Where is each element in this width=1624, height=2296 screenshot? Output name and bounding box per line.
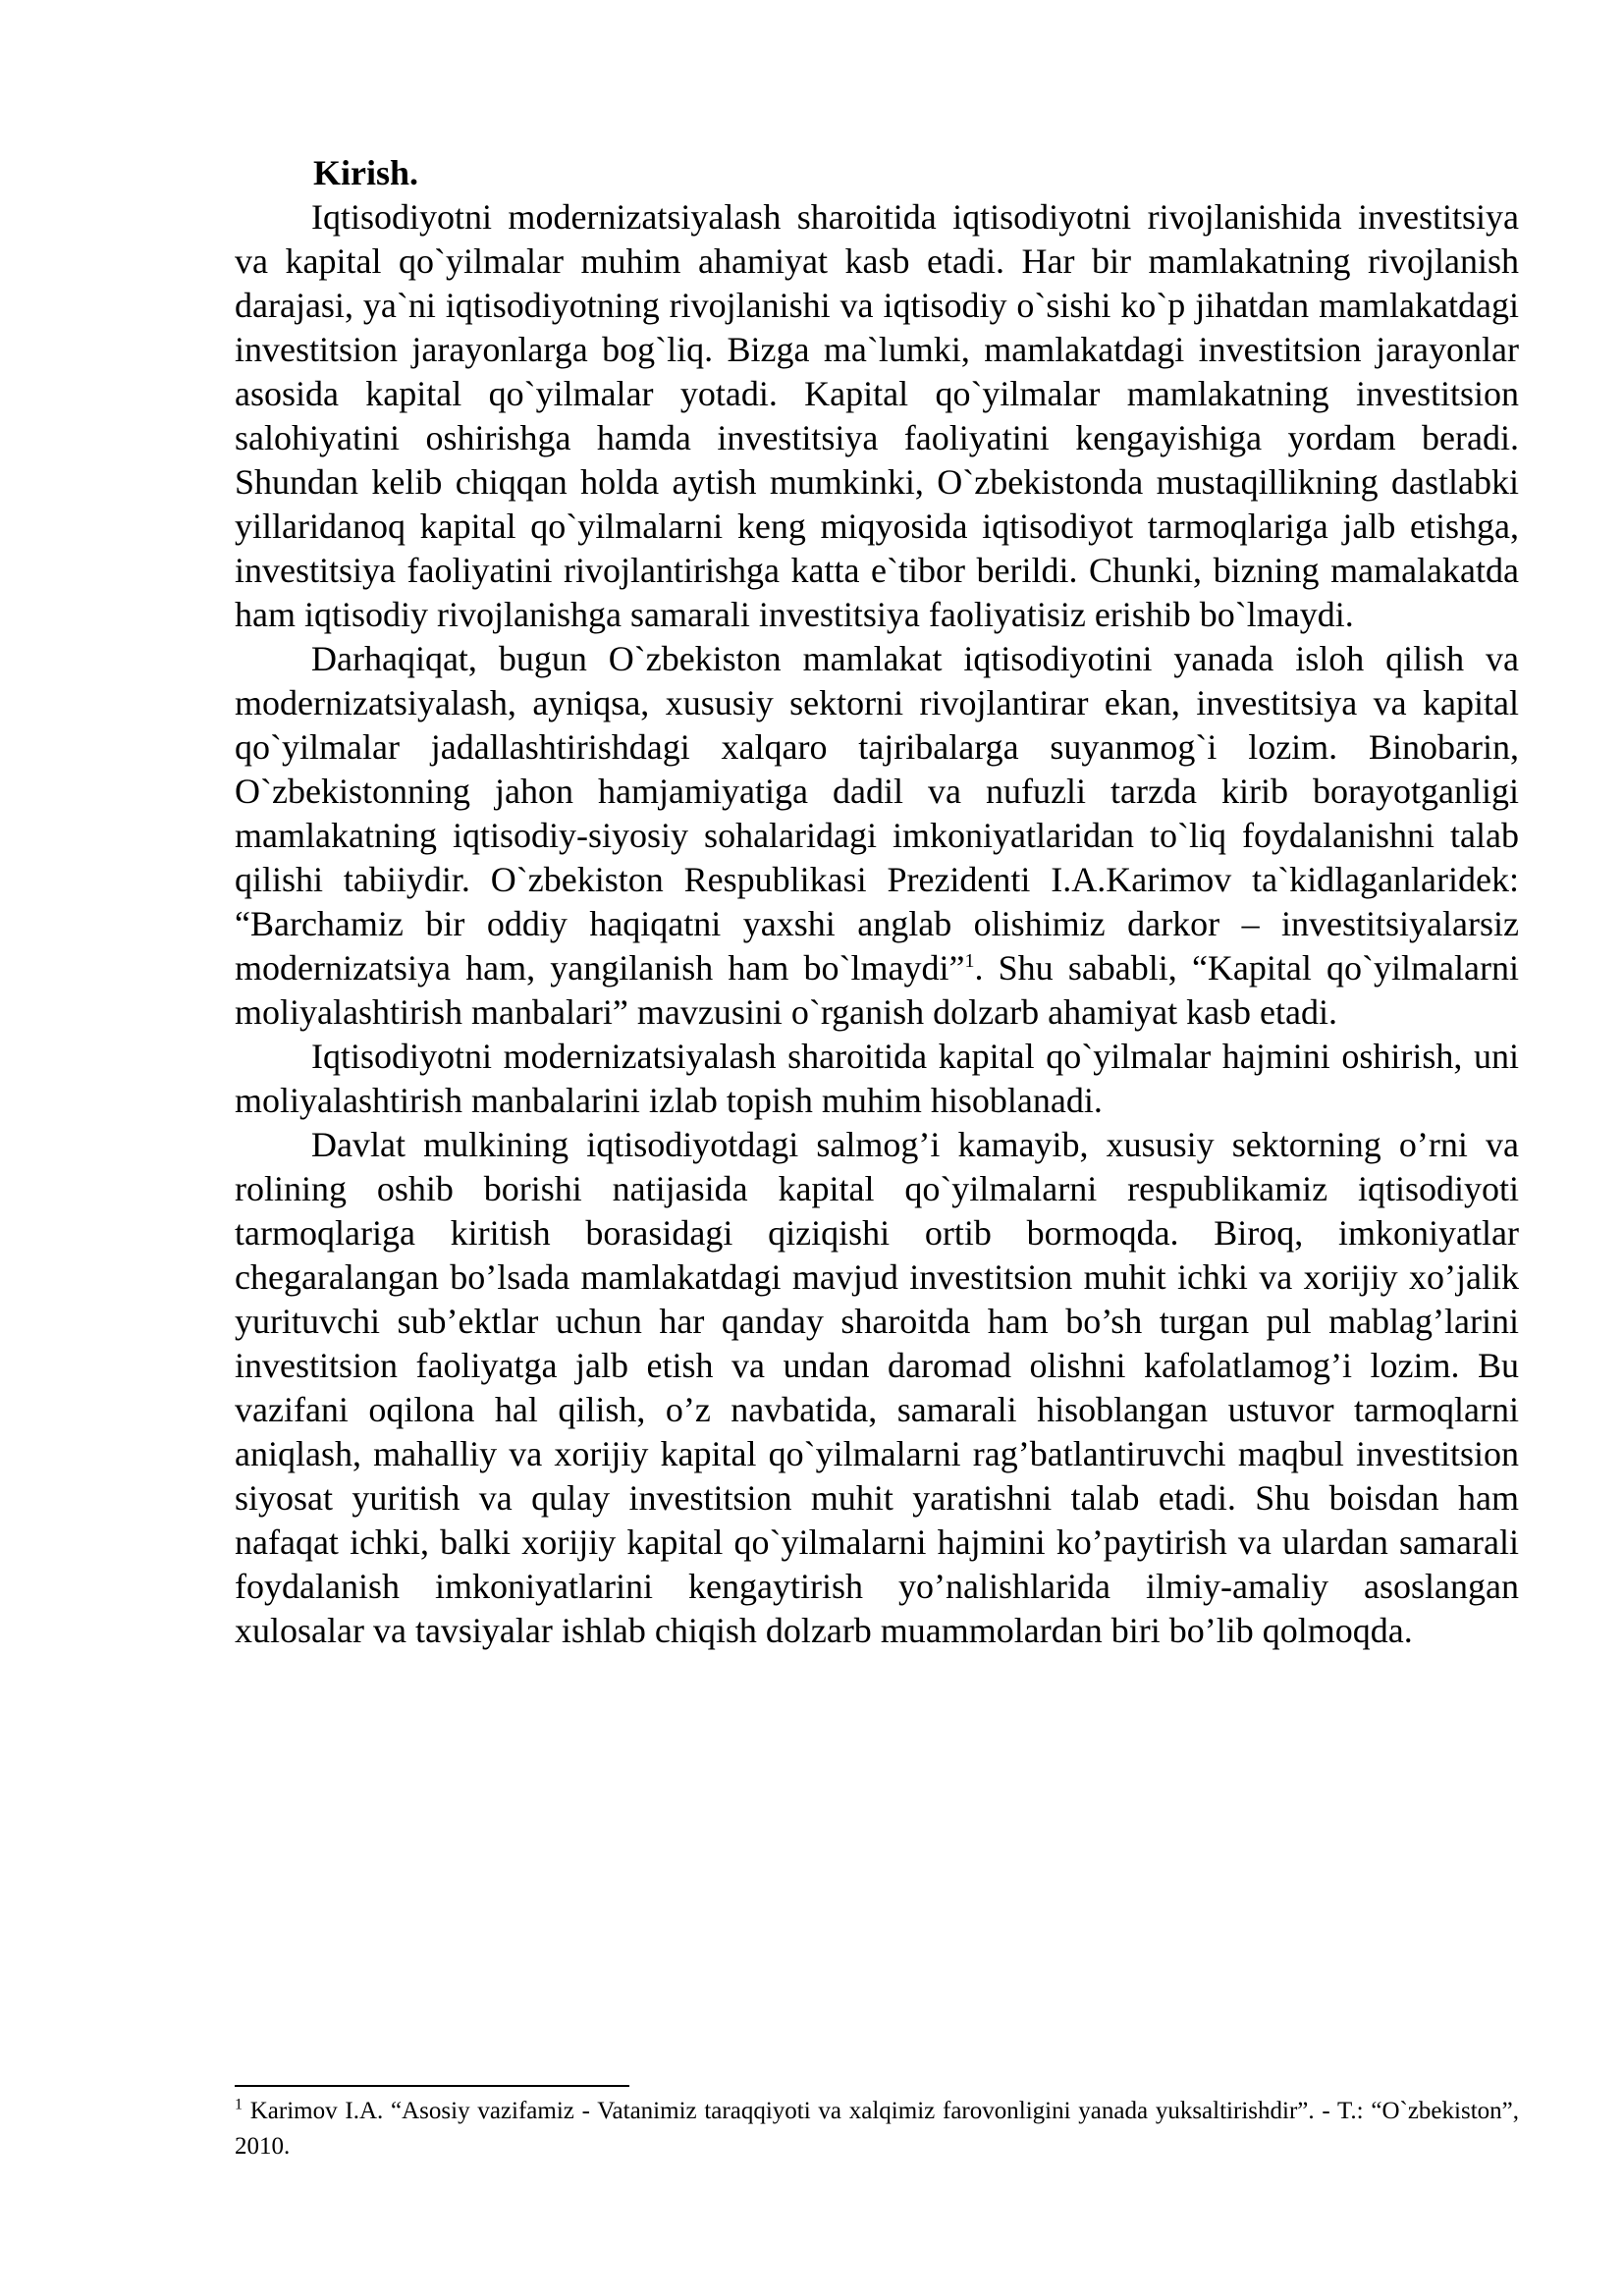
paragraph-private-sector: Davlat mulkining iqtisodiyotdagi salmog’i kamayib, xususiy sektorning o’rni va rolining oshib borishi natijasida kapital qo`yilmalarni respublikamiz iqtisodiyoti tarmoqlariga kiritish borasidagi qiziqishi ortib bormoqda. Biroq, imkoniyatlar chegaralangan bo’lsada mamlakatdagi mavjud investitsion muhit ichki va xorijiy xo’jalik yurituvchi sub’ektlar uchun har qanday sharoitda ham bo’sh turgan pul mablag’larini investitsion faoliyatga jalb etish va undan daromad olishni kafolatlamog’i lozim. Bu vazifani oqilona hal qilish, o’z navbatida, samarali hisoblangan ustuvor tarmoqlarni aniqlash, mahalliy va xorijiy kapital qo`yilmalarni rag’batlantiruvchi maqbul investitsion siyosat yuritish va qulay investitsion muhit yaratishni talab etadi. Shu boisdan ham nafaqat ichki, balki xorijiy kapital qo`yilmalarni hajmini ko’paytirish va ulardan samarali foydalanish imkoniyatlarini kengaytirish yo’nalishlarida ilmiy-amaliy asoslangan xulosalar va tavsiyalar ishlab chiqish dolzarb muammolardan biri bo’lib qolmoqda.	[235, 1125, 1519, 1650]
paragraph-quote-text: Darhaqiqat, bugun O`zbekiston mamlakat iqtisodiyotini yanada isloh qilish va modernizatsiyalash, ayniqsa, xususiy sektorni rivojlantirar ekan, investitsiya va kapital qo`yilmalar jadallashtirishdagi xalqaro tajribalarga suyanmog`i lozim. Binobarin, O`zbekistonning jahon hamjamiyatiga dadil va nufuzli tarzda kirib borayotganligi mamlakatning iqtisodiy-siyosiy sohalaridagi imkoniyatlaridan to`liq foydalanishni talab qilishi tabiiydir. O`zbekiston Respublikasi Prezidenti I.A.Karimov ta`kidlaganlaridek: “Barchamiz bir oddiy haqiqatni yaxshi anglab olishimiz darkor – investitsiyalarsiz modernizatsiya ham, yangilanish ham bo`lmaydi”	[235, 639, 1519, 988]
footnote	[235, 2094, 1519, 2164]
footnote-text: Karimov I.A. “Asosiy vazifamiz - Vatanimiz taraqqiyoti va xalqimiz farovonligini yanada yuksaltirishdir”. - T.: “O`zbekiston”, 2010.	[235, 2098, 1519, 2160]
paragraph-funding: Iqtisodiyotni modernizatsiyalash sharoitida kapital qo`yilmalar hajmini oshirish, uni moliyalashtirish manbalarini izlab topish muhim hisoblanadi.	[235, 1037, 1519, 1120]
document-body	[235, 151, 1519, 1653]
footnote-mark: 1	[235, 2096, 243, 2113]
footnote-reference[interactable]: 1	[964, 950, 975, 972]
section-heading: Kirish.	[313, 153, 419, 192]
footnote-separator	[235, 2085, 629, 2087]
paragraph-quote	[235, 637, 1519, 1035]
paragraph-intro: Iqtisodiyotni modernizatsiyalash sharoitida iqtisodiyotni rivojlanishida investitsiya va kapital qo`yilmalar muhim ahamiyat kasb etadi. Har bir mamlakatning rivojlanish darajasi, ya`ni iqtisodiyotning rivojlanishi va iqtisodiy o`sishi ko`p jihatdan mamlakatdagi investitsion jarayonlarga bog`liq. Bizga ma`lumki, mamlakatdagi investitsion jarayonlar asosida kapital qo`yilmalar yotadi. Kapital qo`yilmalar mamlakatning investitsion salohiyatini oshirishga hamda investitsiya faoliyatini kengayishiga yordam beradi. Shundan kelib chiqqan holda aytish mumkinki, O`zbekistonda mustaqillikning dastlabki yillaridanoq kapital qo`yilmalarni keng miqyosida iqtisodiyot tarmoqlariga jalb etishga, investitsiya faoliyatini rivojlantirishga katta e`tibor berildi. Chunki, bizning mamalakatda ham iqtisodiy rivojlanishga samarali investitsiya faoliyatisiz erishib bo`lmaydi.	[235, 197, 1519, 634]
paragraph-quote-continuation: . Shu sababli, “Kapital qo`yilmalarni moliyalashtirish manbalari” mavzusini o`rganish dolzarb ahamiyat kasb etadi.	[235, 948, 1519, 1032]
